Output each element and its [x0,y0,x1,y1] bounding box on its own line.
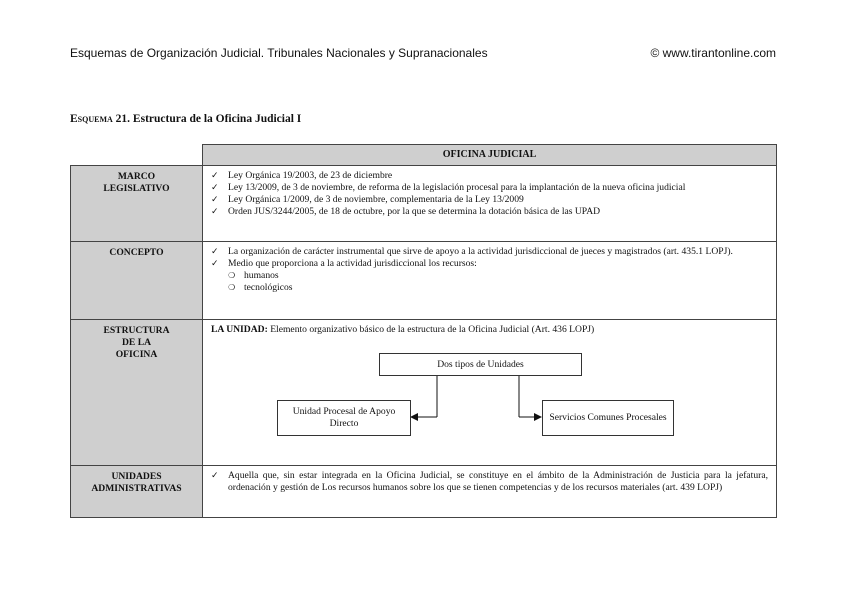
schema-title [70,113,301,125]
unidad-definition [203,320,776,339]
schema-title-text: 21. Estructura de la Oficina Judicial I [115,113,302,125]
circle-bullet-icon: ❍ [228,271,236,280]
row-label-concepto: CONCEPTO [71,242,203,320]
check-icon: ✓ [211,247,219,257]
schema-table [70,144,777,518]
row-label-unidades: UNIDADES ADMINISTRATIVAS [71,466,203,518]
schema-title-prefix: Esquema [70,113,113,125]
list-item: ✓ Ley Orgánica 1/2009, de 3 de noviembre, complementaria de la Ley 13/2009 [211,194,524,205]
row-content-estructura [203,320,777,466]
unit-types-diagram [203,339,776,457]
empty-corner-cell [71,145,203,166]
running-header-url: © www.tirantonline.com [650,46,776,60]
list-item: ✓ Medio que proporciona a la actividad jurisdiccional los recursos: [211,258,477,269]
list-item: ✓ Ley Orgánica 19/2003, de 23 de diciembre [211,170,393,181]
check-icon: ✓ [211,171,219,181]
sub-list-item: ❍ humanos [228,270,279,281]
check-icon: ✓ [211,195,219,205]
diagram-right-box: Servicios Comunes Procesales [542,400,674,436]
row-label-marco: MARCO LEGISLATIVO [71,166,203,242]
check-icon: ✓ [211,259,219,269]
list-item: ✓ Orden JUS/3244/2005, de 18 de octubre, por la que se determina la dotación básica de las UPAD [211,206,601,217]
table-heading: OFICINA JUDICIAL [203,145,777,166]
running-header-title: Esquemas de Organización Judicial. Tribunales Nacionales y Supranacionales [70,46,488,60]
row-content-marco [203,166,777,242]
row-content-unidades [203,466,777,518]
unidad-text: Elemento organizativo básico de la estructura de la Oficina Judicial (Art. 436 LOPJ) [270,324,595,335]
row-content-concepto [203,242,777,320]
row-marco-legislativo [71,166,777,242]
check-icon: ✓ [211,207,219,217]
row-estructura [71,320,777,466]
list-item: ✓ Aquella que, sin estar integrada en la Oficina Judicial, se constituye en el ámbito de la Administración de Justicia para la jefatura, ordenación y gestión de Los recursos humanos sobre los que se tienen competencias y de los recursos materiales (art. 439 LOPJ) [211,470,768,493]
row-label-estructura: ESTRUCTURA DE LA OFICINA [71,320,203,466]
diagram-left-box: Unidad Procesal de Apoyo Directo [277,400,411,436]
row-concepto [71,242,777,320]
diagram-top-box: Dos tipos de Unidades [379,353,582,376]
row-unidades-administrativas [71,466,777,518]
list-item: ✓ Ley 13/2009, de 3 de noviembre, de reforma de la legislación procesal para la implantación de la nueva oficina judicial [211,182,686,193]
circle-bullet-icon: ❍ [228,283,236,292]
list-item: ✓ La organización de carácter instrumental que sirve de apoyo a la actividad jurisdiccional de jueces y magistrados (art. 435.1 LOPJ). [211,246,733,257]
sub-list-item: ❍ tecnológicos [228,282,293,293]
unidad-label: LA UNIDAD: [211,324,268,335]
check-icon: ✓ [211,471,219,481]
table-header-row [71,145,777,166]
check-icon: ✓ [211,183,219,193]
